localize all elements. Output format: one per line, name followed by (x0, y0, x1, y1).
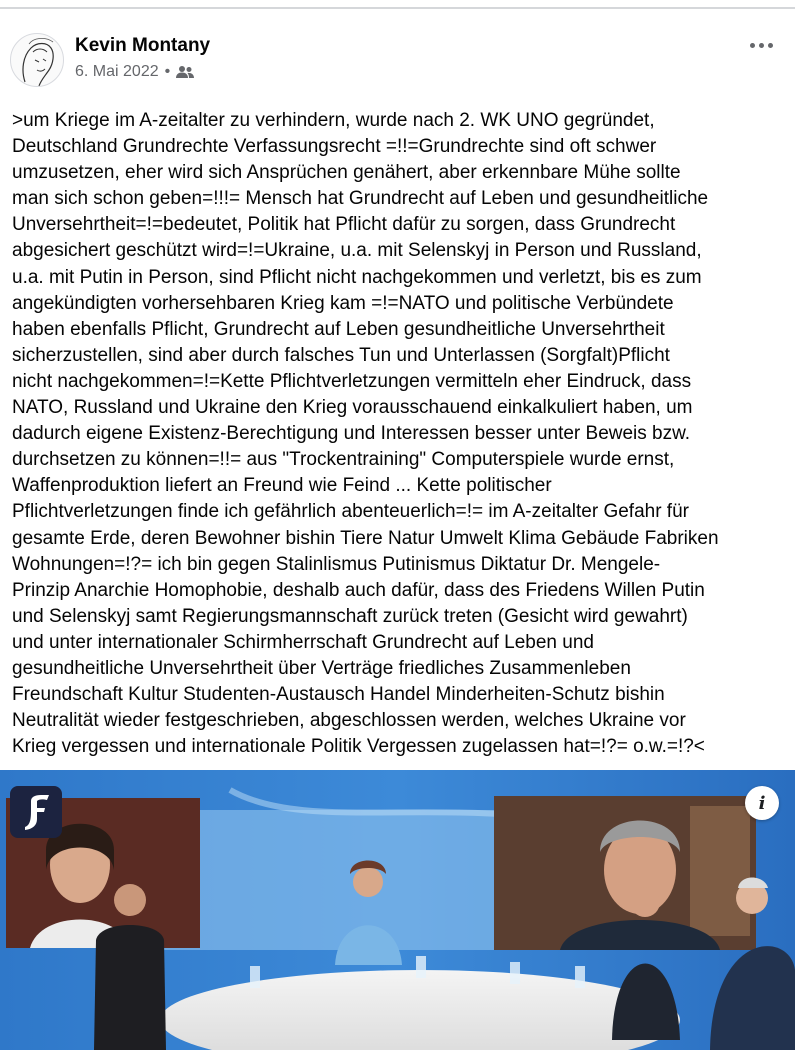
avatar[interactable] (10, 33, 64, 87)
post-text: >um Kriege im A-zeitalter zu verhindern, wurde nach 2. WK UNO gegründet, Deutschland Grundrechte Verfassungsrecht =!!=Grundrechte sind oft schwer umzusetzen, eher wird sich Ansprüchen genähert, aber erkennbare Mühe sollte man sich schon geben=!!!= Mensch hat Grundrecht auf Leben und gesundheitliche Unversehrtheit=!=bedeutet, Politik hat Pflicht dafür zu sorgen, dass Grundrecht abgesichert geschützt wird=!=Ukraine, u.a. mit Selenskyj in Person und Russland, u.a. mit Putin in Person, sind Pflicht nicht nachgekommen und verletzt, bis es zum angekündigten vorhersehbaren Krieg kam =!=NATO und politische Verbündete haben ebenfalls Pflicht, Grundrecht auf Leben gesundheitliche Unversehrtheit sicherzustellen, sind aber durch falsches Tun und Unterlassen (Sorgfalt)Pflicht nicht nachgekommen=!=Kette Pflichtverletzungen vermitteln eher Eindruck, dass NATO, Russland und Ukraine den Krieg vorausschauend einkalkuliert haben, um dadurch eigene Existenz-Berechtigung und Interessen besser unter Beweis bzw. durchsetzen zu können=!!= aus "Trockentraining" Computerspiele wurde ernst, Waffenproduktion liefert an Freund wie Feind ... Kette politischer Pflichtverletzungen finde ich gefährlich abenteuerlich=!= im A-zeitalter Gefahr für gesamte Erde, deren Bewohner bishin Tiere Natur Umwelt Klima Gebäude Fabriken Wohnungen=!?= ich bin gegen Stalinlismus Putinismus Diktatur Dr. Mengele- Prinzip Anarchie Homophobie, deshalb auch dafür, dass des Friedens Willen Putin und Selenskyj samt Regierungsmannschaft zurück treten (Gesicht wird gewahrt) und unter internationaler Schirmherrschaft Grundrecht auf Leben und gesundheitliche Unversehrtheit über Verträge friedliches Zusammenleben Freundschaft Kultur Studenten-Austausch Handel Minderheiten-Schutz bishin Neutralität wieder festgeschrieben, abgeschlossen werden, welches Ukraine vor Krieg vergessen und internationale Politik Vergessen zugelassen hat=!?= o.w.=!?< (12, 110, 719, 758)
friends-icon[interactable] (176, 65, 194, 79)
more-dot (768, 43, 773, 48)
more-dot (759, 43, 764, 48)
faz-logo-icon[interactable] (10, 786, 62, 838)
author-name[interactable]: Kevin Montany (75, 35, 211, 56)
meta-separator: • (164, 63, 171, 80)
more-options-button[interactable] (743, 33, 779, 57)
faz-logo-glyph (17, 791, 55, 833)
top-divider (0, 7, 795, 9)
avatar-sketch-icon (11, 34, 64, 87)
post-image[interactable] (0, 770, 795, 1050)
post-header (10, 33, 785, 89)
info-icon[interactable]: i (745, 786, 779, 820)
talkshow-photo (0, 770, 795, 1050)
post-date[interactable]: 6. Mai 2022 (75, 63, 159, 80)
more-horizontal-icon (750, 43, 755, 48)
post-meta (75, 63, 194, 81)
